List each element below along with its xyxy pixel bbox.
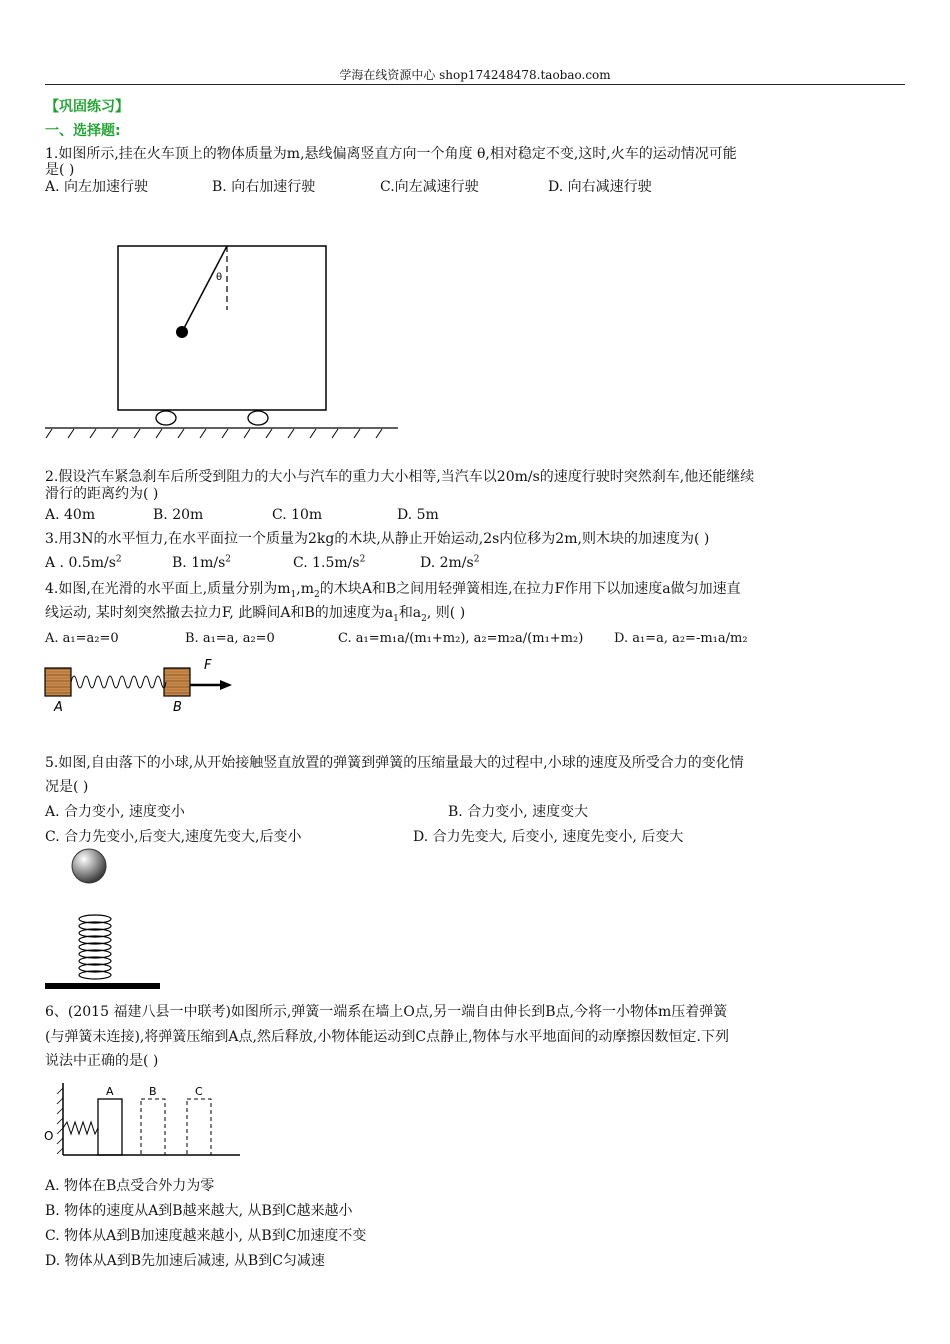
header-divider	[45, 84, 905, 85]
q3-option-d: D. $2m/s^2$	[420, 554, 480, 571]
q3-option-b: B. $1m/s^2$	[172, 554, 232, 571]
q6-block-a	[98, 1099, 122, 1155]
q1-option-a: A. 向左加速行驶	[45, 179, 149, 195]
subsection-title: 一、选择题:	[45, 123, 121, 139]
q2-line1: 2.假设汽车紧急刹车后所受到阻力的大小与汽车的重力大小相等,当汽车以20m/s的速度行驶时突然刹车,他还能继续	[45, 469, 755, 485]
q6-label-b: B	[149, 1085, 157, 1098]
q4-option-c: C. a₁=m₁a/(m₁+m₂), a₂=m₂a/(m₁+m₂)	[338, 631, 584, 646]
q4-option-d: D. a₁=a, a₂=-m₁a/m₂	[614, 631, 748, 646]
q3-option-a: A . $0.5m/s^2$	[45, 554, 122, 571]
q4-option-a: A. a₁=a₂=0	[45, 631, 119, 646]
q1-line2: 是( )	[45, 162, 75, 178]
section-title: 【巩固练习】	[45, 99, 129, 115]
q1-theta-label: θ	[216, 272, 223, 283]
q6-label-a: A	[106, 1085, 114, 1098]
q6-option-d: D. 物体从A到B先加速后减速, 从B到C匀减速	[45, 1253, 325, 1269]
q4-label-b: B	[173, 700, 182, 715]
page-header: 学海在线资源中心 shop174248478.taobao.com	[339, 68, 611, 82]
q4-force-arrow	[220, 680, 232, 690]
q4-spring	[71, 676, 166, 688]
q5-ball-spring-figure	[40, 845, 170, 993]
q6-spring-wall-figure	[40, 1078, 250, 1160]
q4-label-a: A	[54, 700, 63, 715]
q4-spring-blocks-figure	[40, 655, 250, 715]
q4-label-f: F	[204, 658, 212, 673]
q5-line1: 5.如图,自由落下的小球,从开始接触竖直放置的弹簧到弹簧的压缩量最大的过程中,小球的速度及所受合力的变化情	[45, 755, 744, 771]
q6-label-o: O	[44, 1129, 54, 1143]
q4-block-a	[45, 668, 71, 696]
q2-line2: 滑行的距离约为( )	[45, 486, 159, 502]
q6-line3: 说法中正确的是( )	[45, 1053, 159, 1069]
q6-option-c: C. 物体从A到B加速度越来越小, 从B到C加速度不变	[45, 1228, 367, 1244]
q5-line2: 况是( )	[45, 779, 89, 795]
q4-block-b	[164, 668, 190, 696]
q5-option-c: C. 合力先变小,后变大,速度先变大,后变小	[45, 829, 302, 845]
q2-option-d: D. 5m	[397, 507, 439, 523]
q3-option-c: C. $1.5m/s^2$	[293, 554, 366, 571]
q3-line1: 3.用3N的水平恒力,在水平面拉一个质量为2kg的木块,从静止开始运动,2s内位移为2m,则木块的加速度为( )	[45, 531, 710, 547]
q6-spring	[63, 1122, 98, 1134]
q5-option-a: A. 合力变小, 速度变小	[45, 804, 185, 820]
q4-line1: 4.如图,在光滑的水平面上,质量分别为$m_1,m_2$的木块A和B之间用轻弹簧相连,在拉力F作用下以加速度a做匀加速直	[45, 581, 741, 600]
q1-train-figure	[40, 240, 405, 445]
q2-option-c: C. 10m	[272, 507, 323, 523]
q6-option-a: A. 物体在B点受合外力为零	[45, 1178, 215, 1194]
q4-option-b: B. a₁=a, a₂=0	[185, 631, 275, 646]
q5-ball	[72, 849, 106, 883]
q6-line1: 6、(2015 福建八县一中联考)如图所示,弹簧一端系在墙上O点,另一端自由伸长到B点,今将一小物体m压着弹簧	[45, 1004, 728, 1020]
q2-option-a: A. 40m	[45, 507, 96, 523]
q2-option-b: B. 20m	[153, 507, 204, 523]
q1-option-c: C.向左减速行驶	[380, 179, 479, 195]
q1-line1: 1.如图所示,挂在火车顶上的物体质量为m,悬线偏离竖直方向一个角度 θ,相对稳定不变,这时,火车的运动情况可能	[45, 146, 737, 162]
q6-line2: (与弹簧未连接),将弹簧压缩到A点,然后释放,小物体能运动到C点静止,物体与水平地面间的动摩擦因数恒定.下列	[45, 1029, 729, 1045]
q6-block-b	[141, 1099, 165, 1155]
q1-option-d: D. 向右减速行驶	[548, 179, 652, 195]
q5-option-b: B. 合力变小, 速度变大	[448, 804, 589, 820]
q6-label-c: C	[195, 1085, 203, 1098]
q5-spring	[79, 915, 111, 979]
q6-block-c	[187, 1099, 211, 1155]
q4-line2: 线运动, 某时刻突然撤去拉力F, 此瞬间A和B的加速度为$a_1$和$a_2$, 则( )	[45, 605, 466, 624]
q1-option-b: B. 向右加速行驶	[212, 179, 316, 195]
q6-option-b: B. 物体的速度从A到B越来越大, 从B到C越来越小	[45, 1203, 353, 1219]
q5-option-d: D. 合力先变大, 后变小, 速度先变小, 后变大	[413, 829, 684, 845]
q5-ground	[45, 983, 160, 989]
